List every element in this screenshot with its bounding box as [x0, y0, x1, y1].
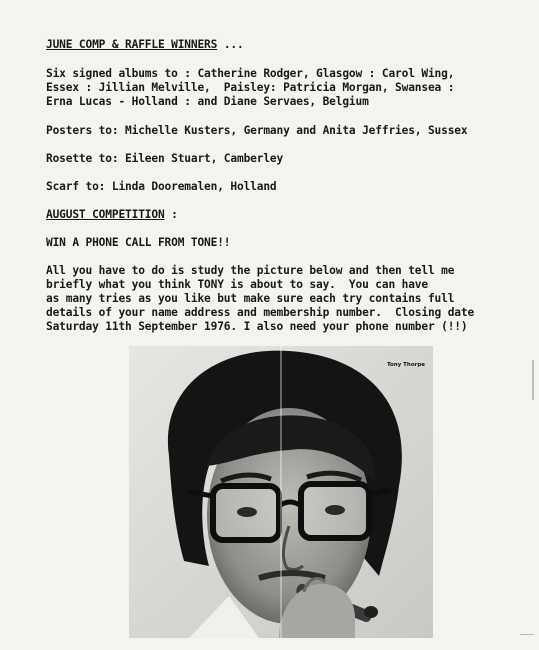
page-corner-mark [520, 634, 534, 635]
instructions-line-2: briefly what you think TONY is about to say. You can have [46, 278, 428, 291]
rosette-line: Rosette to: Eileen Stuart, Camberley [46, 152, 284, 165]
tony-portrait-image [129, 346, 433, 638]
august-heading-line [46, 208, 178, 222]
instructions-line-5: Saturday 11th September 1976. I also need your phone number (!!) [46, 320, 468, 333]
june-heading: JUNE COMP & RAFFLE WINNERS [46, 38, 218, 51]
posters-line: Posters to: Michelle Kusters, Germany and Anita Jeffries, Sussex [46, 124, 468, 137]
june-heading-line [46, 38, 244, 52]
instructions-line-1: All you have to do is study the picture below and then tell me [46, 264, 455, 277]
albums-line-2: Essex : Jillian Melville, Paisley: Patricia Morgan, Swansea : [46, 81, 455, 94]
photo-credit: Tony Thorpe [386, 362, 425, 368]
august-heading-colon: : [164, 208, 178, 221]
albums-line-3: Erna Lucas - Holland : and Diane Servaes, Belgium [46, 95, 369, 108]
albums-line-1: Six signed albums to : Catherine Rodger, Glasgow : Carol Wing, [46, 67, 455, 80]
instructions-line-3: as many tries as you like but make sure each try contains full [46, 292, 455, 305]
page-edge-mark [532, 360, 534, 400]
tony-photo [129, 346, 433, 638]
august-heading: AUGUST COMPETITION [46, 208, 165, 221]
scarf-line: Scarf to: Linda Dooremalen, Holland [46, 180, 277, 193]
win-line: WIN A PHONE CALL FROM TONE!! [46, 236, 231, 249]
instructions-line-4: details of your name address and membership number. Closing date [46, 306, 475, 319]
june-heading-ellipsis: ... [217, 38, 244, 51]
